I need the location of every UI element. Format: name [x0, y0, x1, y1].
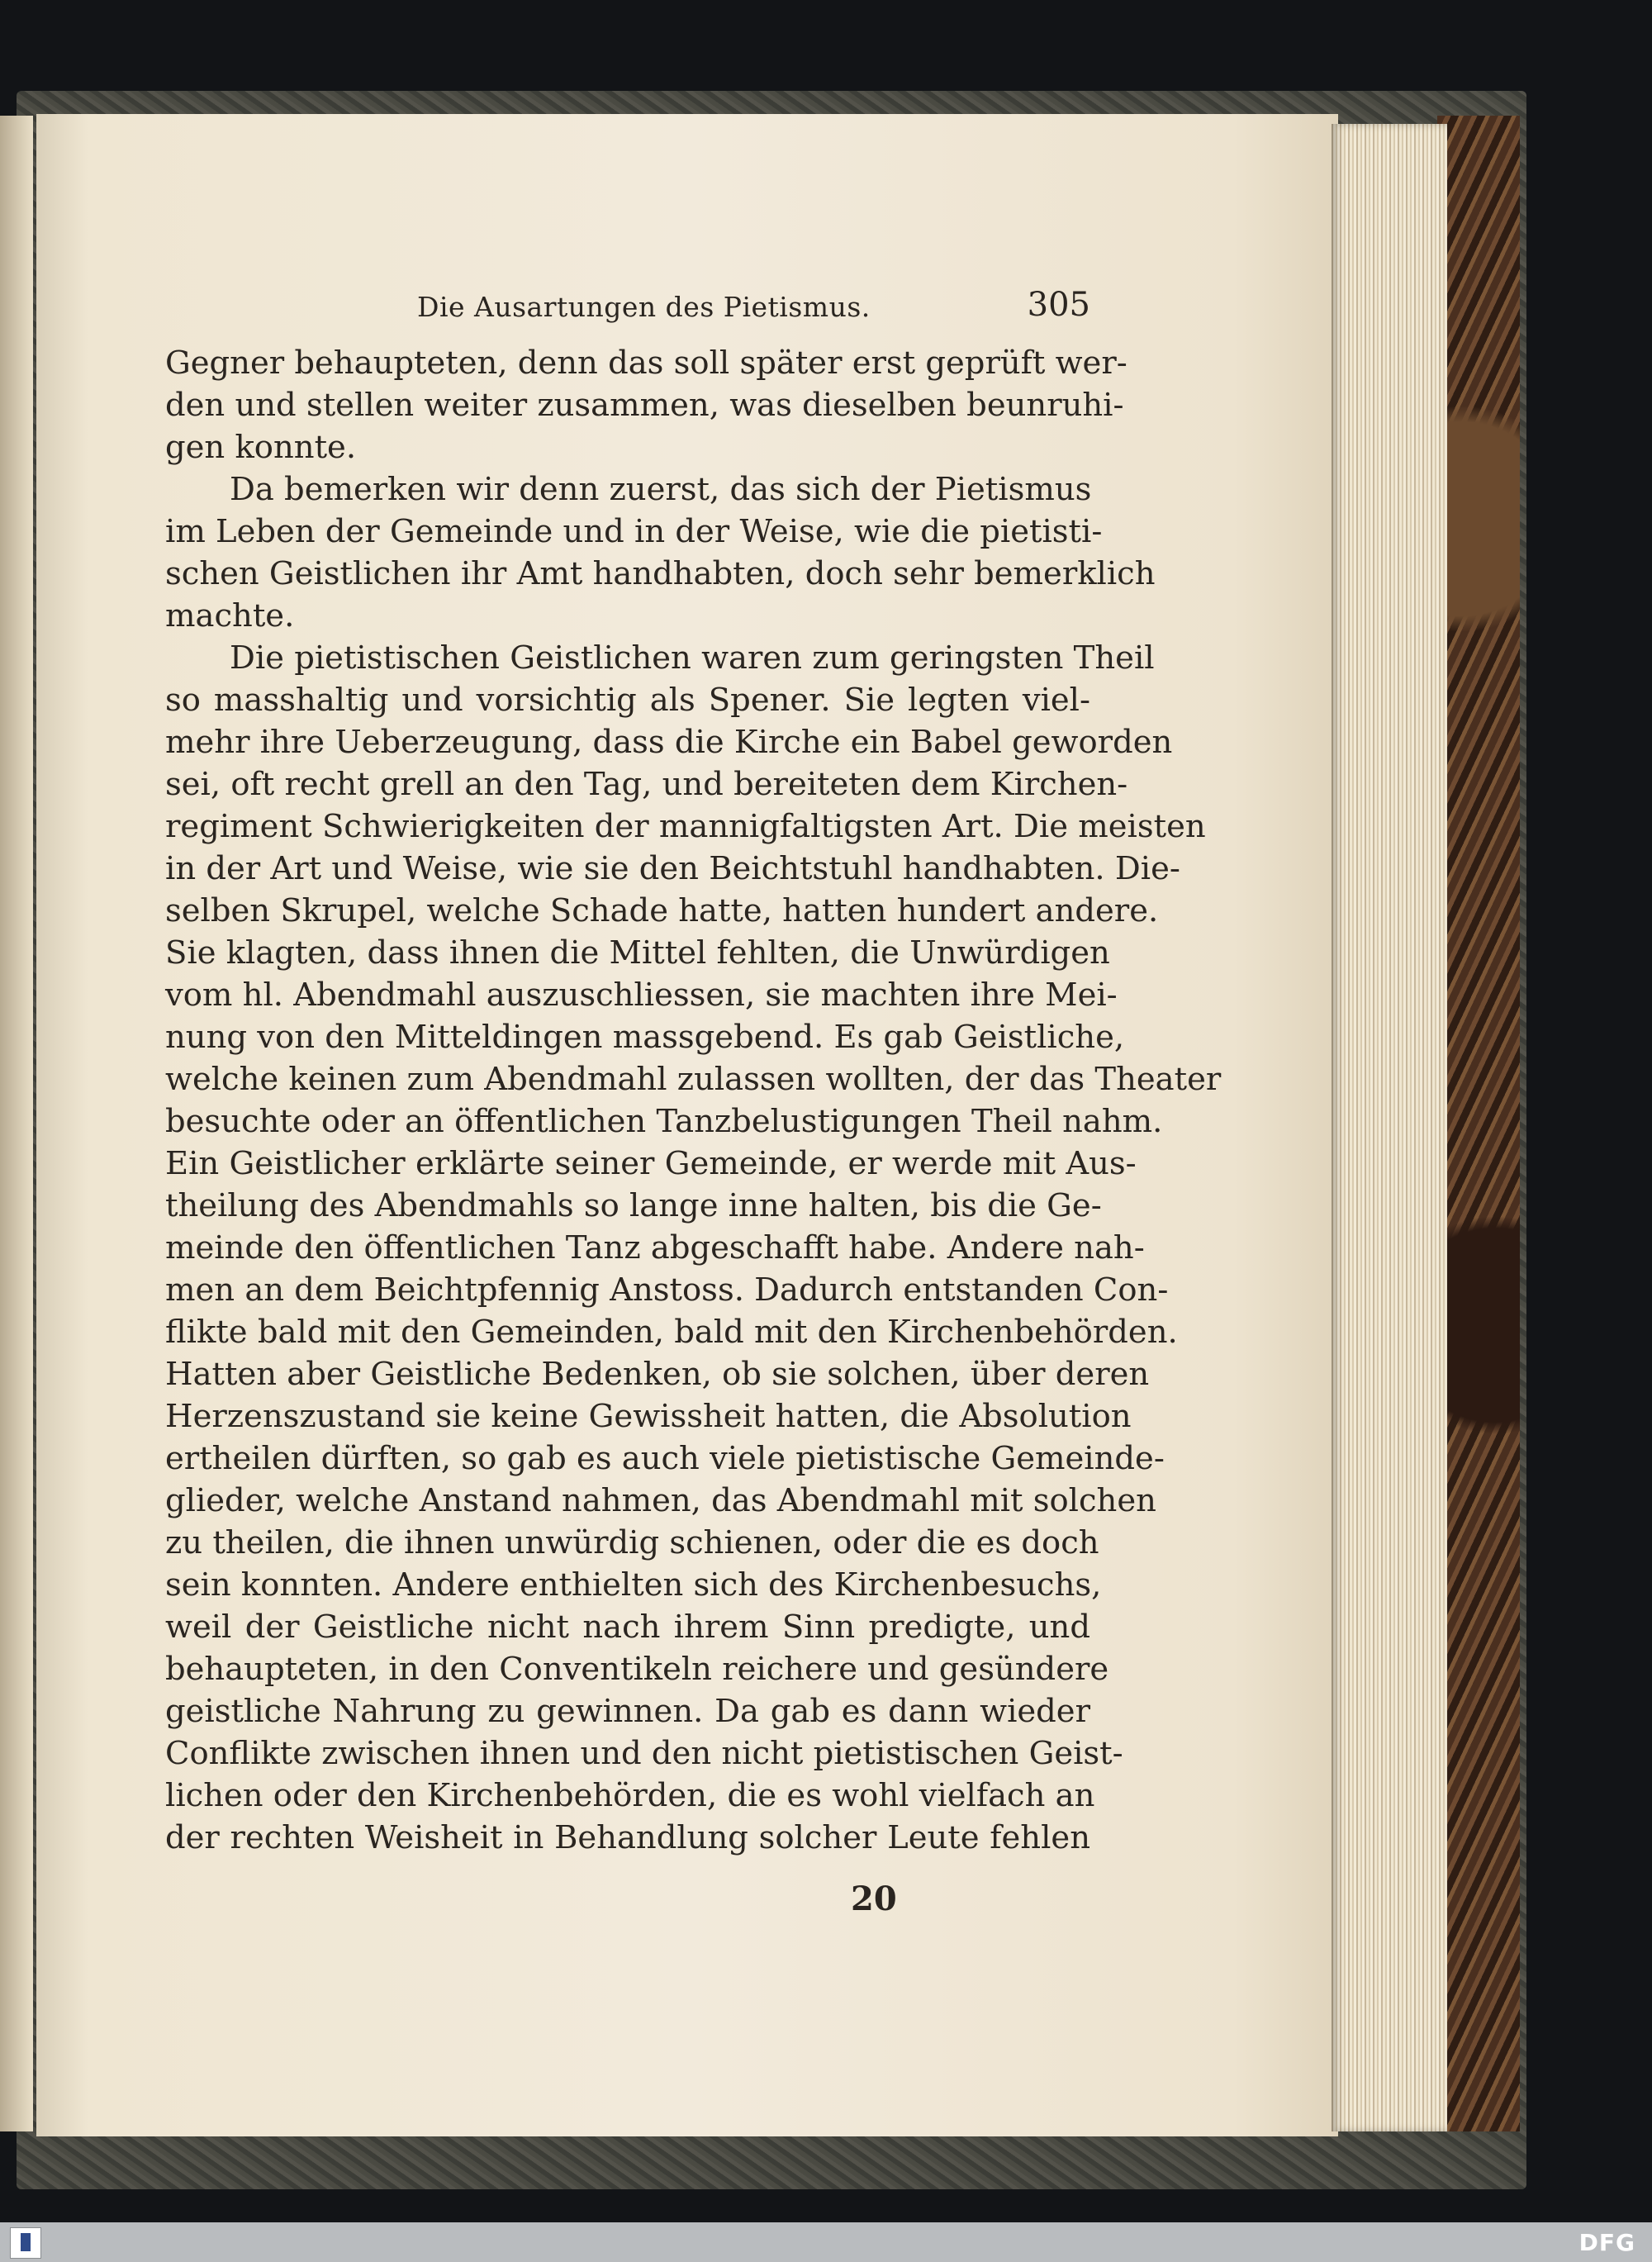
page-fore-edge: [1332, 124, 1447, 2131]
text-line: weil der Geistliche nicht nach ihrem Sinn predigte, und: [165, 1609, 1090, 1646]
text-line: geistliche Nahrung zu gewinnen. Da gab es dann wieder: [165, 1693, 1090, 1730]
text-line: selben Skrupel, welche Schade hatte, hatten hundert andere.: [165, 892, 1159, 929]
text-line: sei, oft recht grell an den Tag, und bereiteten dem Kirchen-: [165, 766, 1128, 803]
text-line: besuchte oder an öffentlichen Tanzbelustigungen Theil nahm.: [165, 1103, 1163, 1140]
text-line: regiment Schwierigkeiten der mannigfaltigsten Art. Die meisten: [165, 808, 1206, 845]
text-line: schen Geistlichen ihr Amt handhabten, doch sehr bemerklich: [165, 555, 1156, 592]
text-line: im Leben der Gemeinde und in der Weise, wie die pietisti-: [165, 513, 1103, 550]
text-line: behaupteten, in den Conventikeln reichere und gesündere: [165, 1651, 1109, 1688]
text-line: Herzenszustand sie keine Gewissheit hatten, die Absolution: [165, 1398, 1132, 1435]
facing-page-edge: [0, 116, 33, 2131]
text-line: meinde den öffentlichen Tanz abgeschafft habe. Andere nah-: [165, 1229, 1145, 1266]
text-line: nung von den Mitteldingen massgebend. Es gab Geistliche,: [165, 1019, 1125, 1056]
library-logo-icon[interactable]: [10, 2227, 41, 2259]
printer-signature-mark: 20: [851, 1879, 897, 1918]
text-line: ertheilen dürften, so gab es auch viele pietistische Gemeinde-: [165, 1440, 1165, 1477]
dfg-logo: DFG: [1578, 2229, 1635, 2256]
text-line: mehr ihre Ueberzeugung, dass die Kirche ein Babel geworden: [165, 724, 1173, 761]
text-line: lichen oder den Kirchenbehörden, die es wohl vielfach an: [165, 1777, 1095, 1814]
text-line: Ein Geistlicher erklärte seiner Gemeinde, er werde mit Aus-: [165, 1145, 1137, 1182]
text-line: glieder, welche Anstand nahmen, das Abendmahl mit solchen: [165, 1482, 1156, 1519]
text-line: Conflikte zwischen ihnen und den nicht pietistischen Geist-: [165, 1735, 1123, 1772]
text-line: Gegner behaupteten, denn das soll später erst geprüft wer-: [165, 345, 1127, 382]
running-head: Die Ausartungen des Pietismus.: [417, 291, 871, 323]
text-line: Da bemerken wir denn zuerst, das sich der Pietismus: [230, 471, 1092, 508]
text-line: machte.: [165, 597, 295, 634]
viewer-footer-bar: [0, 2222, 1652, 2262]
text-line: den und stellen weiter zusammen, was dieselben beunruhi-: [165, 387, 1124, 424]
text-line: so masshaltig und vorsichtig als Spener. Sie legten viel-: [165, 682, 1090, 719]
text-line: der rechten Weisheit in Behandlung solcher Leute fehlen: [165, 1819, 1090, 1856]
text-line: in der Art und Weise, wie sie den Beichtstuhl handhabten. Die-: [165, 850, 1180, 887]
text-line: Die pietistischen Geistlichen waren zum geringsten Theil: [230, 639, 1155, 677]
text-line: theilung des Abendmahls so lange inne halten, bis die Ge-: [165, 1187, 1102, 1224]
text-line: zu theilen, die ihnen unwürdig schienen, oder die es doch: [165, 1524, 1099, 1561]
text-line: Hatten aber Geistliche Bedenken, ob sie solchen, über deren: [165, 1356, 1150, 1393]
body-text: [165, 342, 1222, 1859]
text-line: sein konnten. Andere enthielten sich des Kirchenbesuchs,: [165, 1566, 1102, 1604]
page-number: 305: [1027, 286, 1090, 324]
page-text-block: [165, 286, 1222, 1859]
text-line: men an dem Beichtpfennig Anstoss. Dadurch entstanden Con-: [165, 1271, 1169, 1309]
text-line: welche keinen zum Abendmahl zulassen wollten, der das Theater: [165, 1061, 1222, 1098]
text-line: vom hl. Abendmahl auszuschliessen, sie machten ihre Mei-: [165, 977, 1118, 1014]
marbled-cover-edge: [1437, 116, 1520, 2131]
text-line: flikte bald mit den Gemeinden, bald mit den Kirchenbehörden.: [165, 1314, 1178, 1351]
text-line: Sie klagten, dass ihnen die Mittel fehlten, die Unwürdigen: [165, 934, 1110, 972]
text-line: gen konnte.: [165, 429, 357, 466]
page-header: [165, 286, 1090, 334]
